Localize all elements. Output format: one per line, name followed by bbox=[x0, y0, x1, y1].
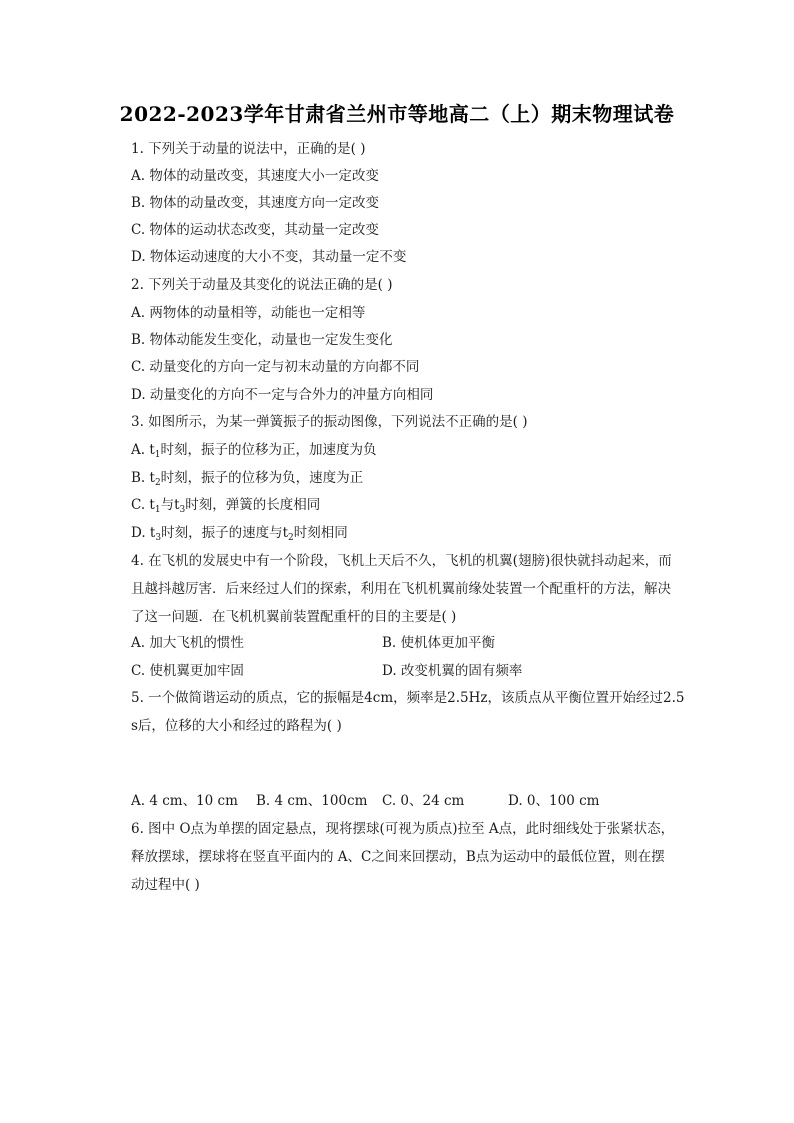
q4-option-d: D. 改变机翼的固有频率 bbox=[382, 663, 523, 679]
q3-stem: 3. 如图所示，为某一弹簧振子的振动图像，下列说法不正确的是( ) bbox=[131, 414, 528, 430]
q2-stem: 2. 下列关于动量及其变化的说法正确的是( ) bbox=[131, 277, 393, 293]
page-title: 2022-2023学年甘肃省兰州市等地高二（上）期末物理试卷 bbox=[119, 102, 675, 126]
q4-stem-line1: 4. 在飞机的发展史中有一个阶段，飞机上天后不久，飞机的机翼(翅膀)很快就抖动起来，而 bbox=[131, 553, 672, 569]
q6-stem-line1: 6. 图中 O点为单摆的固定悬点，现将摆球(可视为质点)拉至 A点，此时细线处于张紧状态， bbox=[131, 821, 675, 837]
q4-stem-line2: 且越抖越厉害．后来经过人们的探索，利用在飞机机翼前缘处装置一个配重杆的方法，解决 bbox=[131, 581, 671, 597]
q4-stem-line3: 了这一问题．在飞机机翼前装置配重杆的目的主要是( ) bbox=[131, 609, 457, 625]
q5-stem-line2: s后，位移的大小和经过的路程为( ) bbox=[131, 718, 342, 734]
q5-option-d: D. 0、100 cm bbox=[508, 793, 600, 809]
q1-stem: 1. 下列关于动量的说法中，正确的是( ) bbox=[131, 141, 366, 157]
q5-option-c: C. 0、24 cm bbox=[382, 793, 465, 809]
q3-option-d: D. $t_3$时刻，振子的速度与$t_2$时刻相同 bbox=[131, 525, 348, 543]
q1-option-c: C. 物体的运动状态改变，其动量一定改变 bbox=[131, 222, 379, 238]
q2-option-c: C. 动量变化的方向一定与初末动量的方向都不同 bbox=[131, 359, 420, 375]
q3-option-b: B. $t_2$时刻，振子的位移为负，速度为正 bbox=[131, 470, 364, 488]
q5-option-a: A. 4 cm、10 cm bbox=[131, 793, 238, 809]
q2-option-a: A. 两物体的动量相等，动能也一定相等 bbox=[131, 305, 366, 321]
q1-option-b: B. 物体的动量改变，其速度方向一定改变 bbox=[131, 195, 380, 211]
q2-option-b: B. 物体动能发生变化，动量也一定发生变化 bbox=[131, 332, 393, 348]
q1-option-d: D. 物体运动速度的大小不变，其动量一定不变 bbox=[131, 249, 407, 265]
q6-stem-line3: 动过程中( ) bbox=[131, 877, 200, 893]
q3-option-c: C. $t_1$与$t_3$时刻，弹簧的长度相同 bbox=[131, 497, 321, 515]
q4-option-c: C. 使机翼更加牢固 bbox=[131, 663, 244, 679]
q5-stem-line1: 5. 一个做简谐运动的质点，它的振幅是4cm，频率是2.5Hz，该质点从平衡位置开始经过2.5 bbox=[131, 690, 685, 706]
q4-option-a: A. 加大飞机的惯性 bbox=[131, 635, 244, 651]
q4-option-b: B. 使机体更加平衡 bbox=[382, 635, 496, 651]
q5-option-b: B. 4 cm、100cm bbox=[256, 793, 368, 809]
q1-option-a: A. 物体的动量改变，其速度大小一定改变 bbox=[131, 168, 379, 184]
q2-option-d: D. 动量变化的方向不一定与合外力的冲量方向相同 bbox=[131, 387, 434, 403]
q6-stem-line2: 释放摆球，摆球将在竖直平面内的 A、C之间来回摆动，B点为运动中的最低位置，则在摆 bbox=[131, 849, 665, 865]
q3-option-a: A. $t_1$时刻，振子的位移为正，加速度为负 bbox=[131, 442, 377, 460]
